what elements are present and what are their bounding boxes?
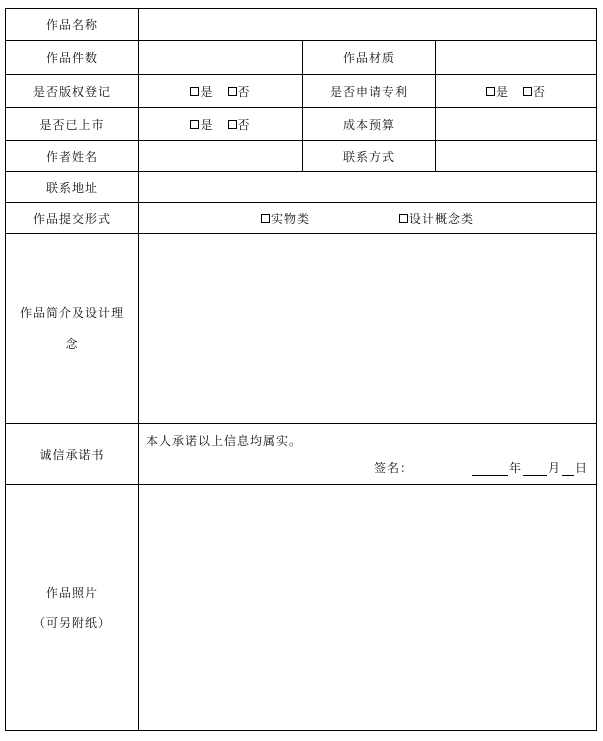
patent-no-checkbox[interactable]	[523, 83, 546, 100]
label-material: 作品材质	[303, 41, 436, 75]
label-photo-line2: （可另附纸）	[32, 615, 111, 630]
row-copyright-patent	[6, 75, 597, 108]
market-no-checkbox[interactable]	[228, 116, 251, 133]
month-label: 月	[547, 461, 561, 475]
row-title	[6, 9, 597, 41]
row-submit-form	[6, 203, 597, 234]
yes-label: 是	[495, 84, 509, 99]
field-author[interactable]	[139, 141, 303, 172]
checkbox-icon	[399, 214, 408, 223]
entry-form-table	[5, 8, 597, 731]
field-intro[interactable]	[139, 234, 597, 424]
label-title: 作品名称	[6, 9, 139, 41]
patent-yes-checkbox[interactable]	[486, 83, 509, 100]
row-market-budget	[6, 108, 597, 141]
month-blank[interactable]	[523, 464, 547, 476]
copyright-no-checkbox[interactable]	[228, 83, 251, 100]
checkbox-icon	[523, 87, 532, 96]
copyright-options	[139, 75, 303, 108]
label-contact: 联系方式	[303, 141, 436, 172]
year-label: 年	[508, 461, 522, 475]
checkbox-icon	[486, 87, 495, 96]
no-label: 否	[237, 84, 251, 99]
pledge-statement: 本人承诺以上信息均属实。	[146, 434, 303, 448]
checkbox-icon	[190, 120, 199, 129]
physical-label: 实物类	[270, 211, 310, 226]
row-address	[6, 172, 597, 203]
yes-label: 是	[200, 84, 214, 99]
field-contact[interactable]	[436, 141, 597, 172]
yes-label: 是	[200, 117, 214, 132]
signature-line	[374, 459, 588, 476]
label-count: 作品件数	[6, 41, 139, 75]
row-count-material	[6, 41, 597, 75]
label-copyright: 是否版权登记	[6, 75, 139, 108]
sign-label: 签名：	[373, 461, 413, 475]
label-submit-form: 作品提交形式	[6, 203, 139, 234]
row-author-contact	[6, 141, 597, 172]
checkbox-icon	[190, 87, 199, 96]
row-pledge	[6, 424, 597, 485]
label-patent: 是否申请专利	[303, 75, 436, 108]
label-photo-line1: 作品照片	[45, 585, 98, 600]
physical-checkbox[interactable]	[261, 210, 310, 227]
market-yes-checkbox[interactable]	[190, 116, 213, 133]
field-budget[interactable]	[436, 108, 597, 141]
no-label: 否	[237, 117, 251, 132]
field-count[interactable]	[139, 41, 303, 75]
label-pledge: 诚信承诺书	[6, 424, 139, 485]
market-options	[139, 108, 303, 141]
field-photo[interactable]	[139, 485, 597, 731]
row-photo	[6, 485, 597, 731]
label-intro-line2: 念	[65, 336, 79, 351]
copyright-yes-checkbox[interactable]	[190, 83, 213, 100]
label-market: 是否已上市	[6, 108, 139, 141]
label-photo	[6, 485, 139, 731]
concept-checkbox[interactable]	[399, 210, 474, 227]
checkbox-icon	[228, 87, 237, 96]
field-material[interactable]	[436, 41, 597, 75]
label-intro-line1: 作品简介及设计理	[19, 305, 124, 320]
concept-label: 设计概念类	[409, 211, 475, 226]
label-intro	[6, 234, 139, 424]
no-label: 否	[533, 84, 547, 99]
label-author: 作者姓名	[6, 141, 139, 172]
field-title[interactable]	[139, 9, 597, 41]
checkbox-icon	[261, 214, 270, 223]
label-budget: 成本预算	[303, 108, 436, 141]
field-address[interactable]	[139, 172, 597, 203]
label-address: 联系地址	[6, 172, 139, 203]
day-blank[interactable]	[562, 464, 574, 476]
day-label: 日	[575, 461, 589, 475]
row-intro	[6, 234, 597, 424]
submit-form-options	[139, 203, 597, 234]
checkbox-icon	[228, 120, 237, 129]
pledge-cell	[139, 424, 597, 485]
patent-options	[436, 75, 597, 108]
year-blank[interactable]	[472, 464, 508, 476]
